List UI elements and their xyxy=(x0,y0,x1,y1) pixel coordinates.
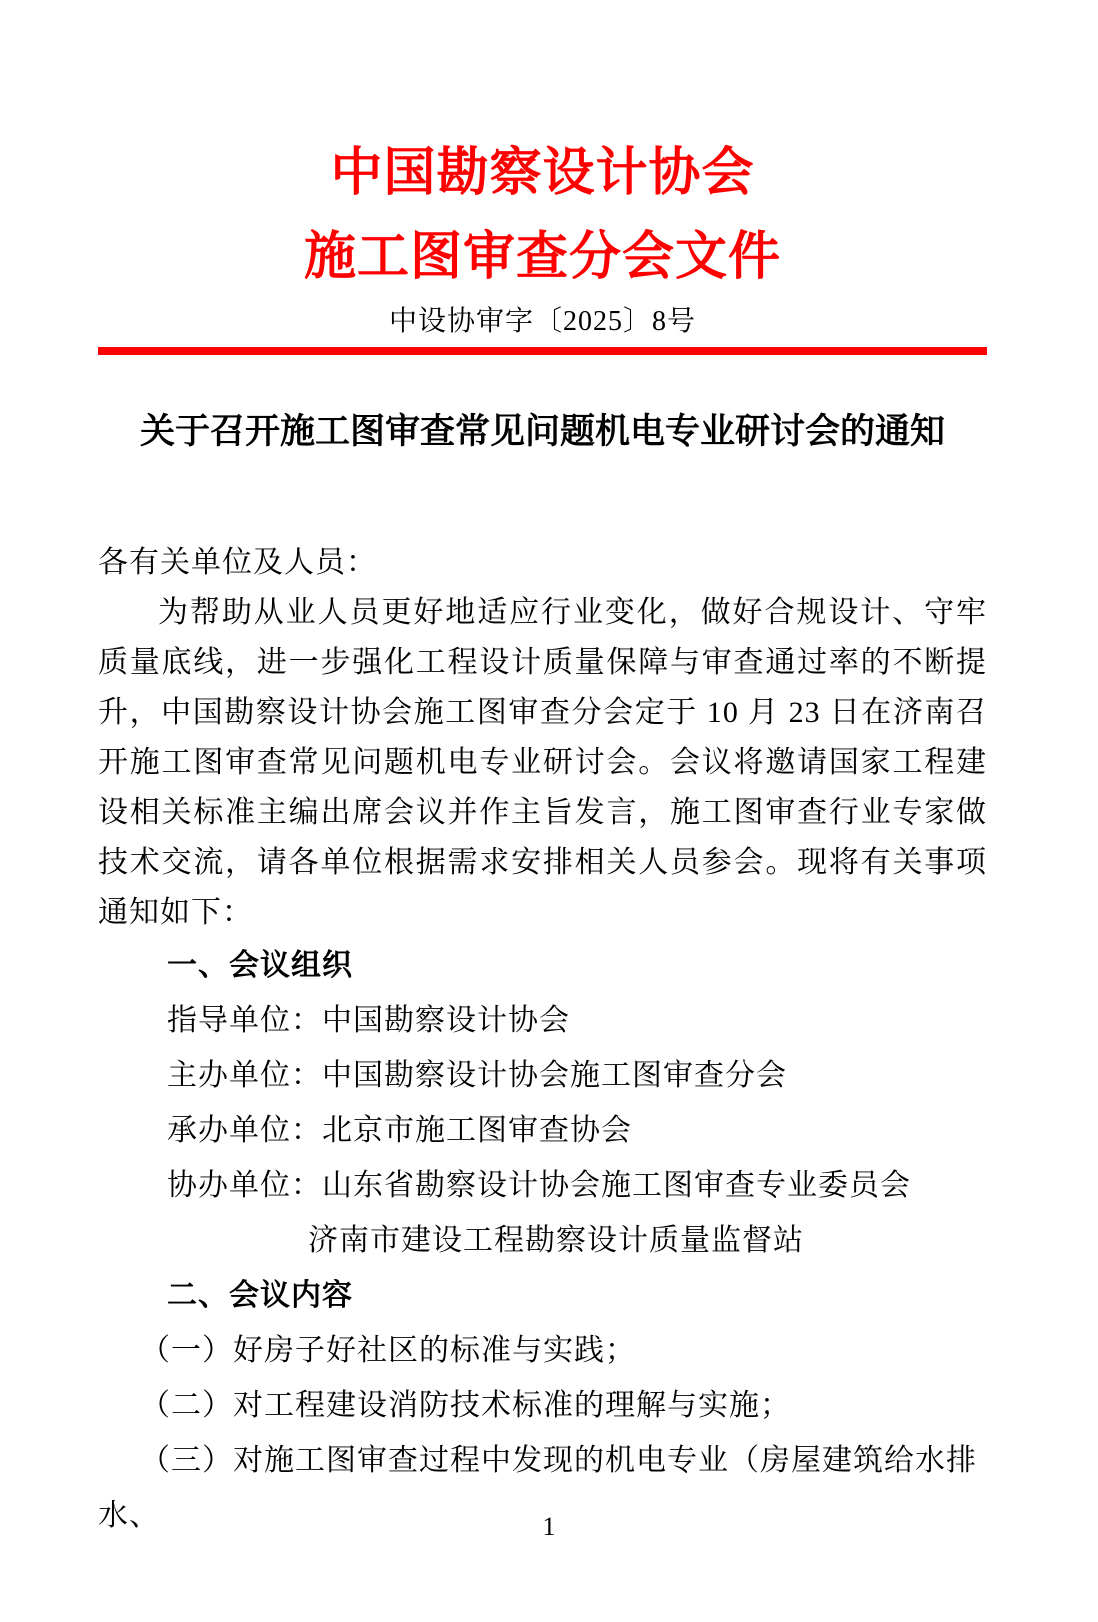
org-title-line1: 中国勘察设计协会 xyxy=(330,145,755,202)
agenda-item-3: （三）对施工图审查过程中发现的机电专业（房屋建筑给水排水、 xyxy=(98,1444,977,1532)
red-divider-line xyxy=(98,347,987,355)
org-item-co-organizer-unit-2 xyxy=(98,1213,987,1268)
org-item-value: 北京市施工图审查协会 xyxy=(322,1114,632,1147)
org-title-line2: 施工图审查分会文件 xyxy=(303,229,781,286)
org-item-value: 中国勘察设计协会 xyxy=(322,1004,570,1037)
org-item-organizer-unit xyxy=(98,1103,987,1158)
page-number: 1 xyxy=(542,1512,556,1541)
org-item-co-organizer-unit xyxy=(98,1158,987,1213)
org-item-label: 协办单位： xyxy=(167,1169,322,1202)
org-item-value: 山东省勘察设计协会施工图审查专业委员会 xyxy=(322,1169,911,1202)
org-item-guiding-unit xyxy=(98,993,987,1048)
org-item-value: 中国勘察设计协会施工图审查分会 xyxy=(322,1059,787,1092)
agenda-item-1: （一）好房子好社区的标准与实践； xyxy=(140,1334,636,1367)
org-item-host-unit xyxy=(98,1048,987,1103)
intro-paragraph: 为帮助从业人员更好地适应行业变化，做好合规设计、守牢质量底线，进一步强化工程设计质量保障与审查通过率的不断提升，中国勘察设计协会施工图审查分会定于 10 月 23 日在济南召开施工图审查常见问题机电专业研讨会。会议将邀请国家工程建设相关标准主编出席会议并作主旨发言，施工图审查行业专家做技术交流，请各单位根据需求安排相关人员参会。现将有关事项通知如下： xyxy=(98,596,987,929)
org-item-label: 主办单位： xyxy=(167,1059,322,1092)
org-item-label: 承办单位： xyxy=(167,1114,322,1147)
agenda-item-2: （二）对工程建设消防技术标准的理解与实施； xyxy=(140,1389,791,1422)
document-number: 中设协审字〔2025〕8号 xyxy=(388,306,696,337)
section1-heading: 一、会议组织 xyxy=(167,949,353,982)
org-item-label: 指导单位： xyxy=(167,1004,322,1037)
salutation-line: 各有关单位及人员： xyxy=(98,546,377,579)
document-body xyxy=(98,414,987,1543)
section2-heading: 二、会议内容 xyxy=(167,1279,353,1312)
org-item-value: 济南市建设工程勘察设计质量监督站 xyxy=(308,1224,804,1257)
notice-title: 关于召开施工图审查常见问题机电专业研讨会的通知 xyxy=(139,412,945,451)
document-letterhead xyxy=(98,145,987,355)
